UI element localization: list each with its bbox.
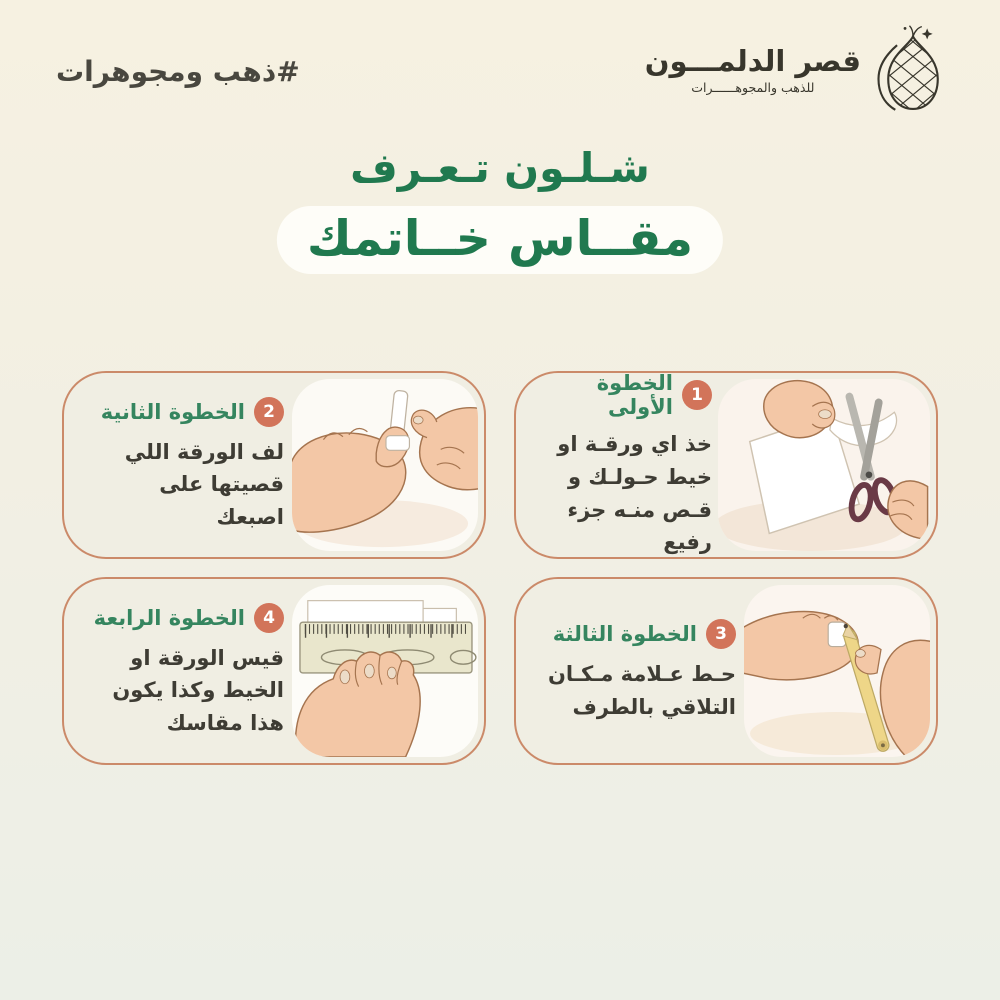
title-highlight-pill [277, 206, 723, 274]
title-line1: شـلـون تـعـرف [350, 144, 650, 192]
step-card-2 [62, 371, 486, 559]
step-2-heading: الخطوة الثانية [100, 399, 245, 424]
step-4-heading: الخطوة الرابعة [93, 605, 245, 630]
brand-text-block [645, 45, 861, 95]
step-3-body: حـط عـلامة مـكـان التلاقي بالطرف [547, 661, 736, 719]
dome-lattice-icon [870, 24, 956, 116]
step-2-number-badge: 2 [254, 397, 284, 427]
wrap-paper-on-finger-illustration [292, 379, 478, 551]
step-card-1 [514, 371, 938, 559]
title-line2: مقــاس خــاتمك [306, 209, 694, 267]
pencil-marking-illustration [744, 585, 930, 757]
step-4-body: قيس الورقة او الخيط وكذا يكون هذا مقاسك [112, 645, 284, 735]
step-2-body: لف الورقة اللي قصيتها على اصبعك [124, 439, 284, 529]
step-2-heading-row [88, 397, 284, 427]
step-card-4 [62, 577, 486, 765]
brand-logo [645, 24, 956, 116]
ruler-measuring-illustration [292, 585, 478, 757]
step-3-number-badge: 3 [706, 619, 736, 649]
step-3-heading: الخطوة الثالثة [552, 621, 697, 646]
step-3-heading-row [540, 619, 736, 649]
scissors-cutting-paper-illustration [718, 379, 930, 551]
step-4-number-badge: 4 [254, 603, 284, 633]
step-1-heading-row [540, 371, 712, 419]
step-1-number-badge: 1 [682, 380, 712, 410]
brand-tagline: للذهب والمجوهــــــرات [691, 80, 815, 96]
step-1-body: خذ اي ورقـة او خيط حـولـك و قـص منـه جزء رفيع [557, 432, 712, 555]
step-1-heading: الخطوة الأولى [596, 371, 673, 420]
step-card-3 [514, 577, 938, 765]
brand-name: قصر الدلمـــون [644, 43, 861, 78]
step-4-heading-row [88, 603, 284, 633]
hashtag-text: #ذهب ومجوهرات [56, 55, 300, 88]
